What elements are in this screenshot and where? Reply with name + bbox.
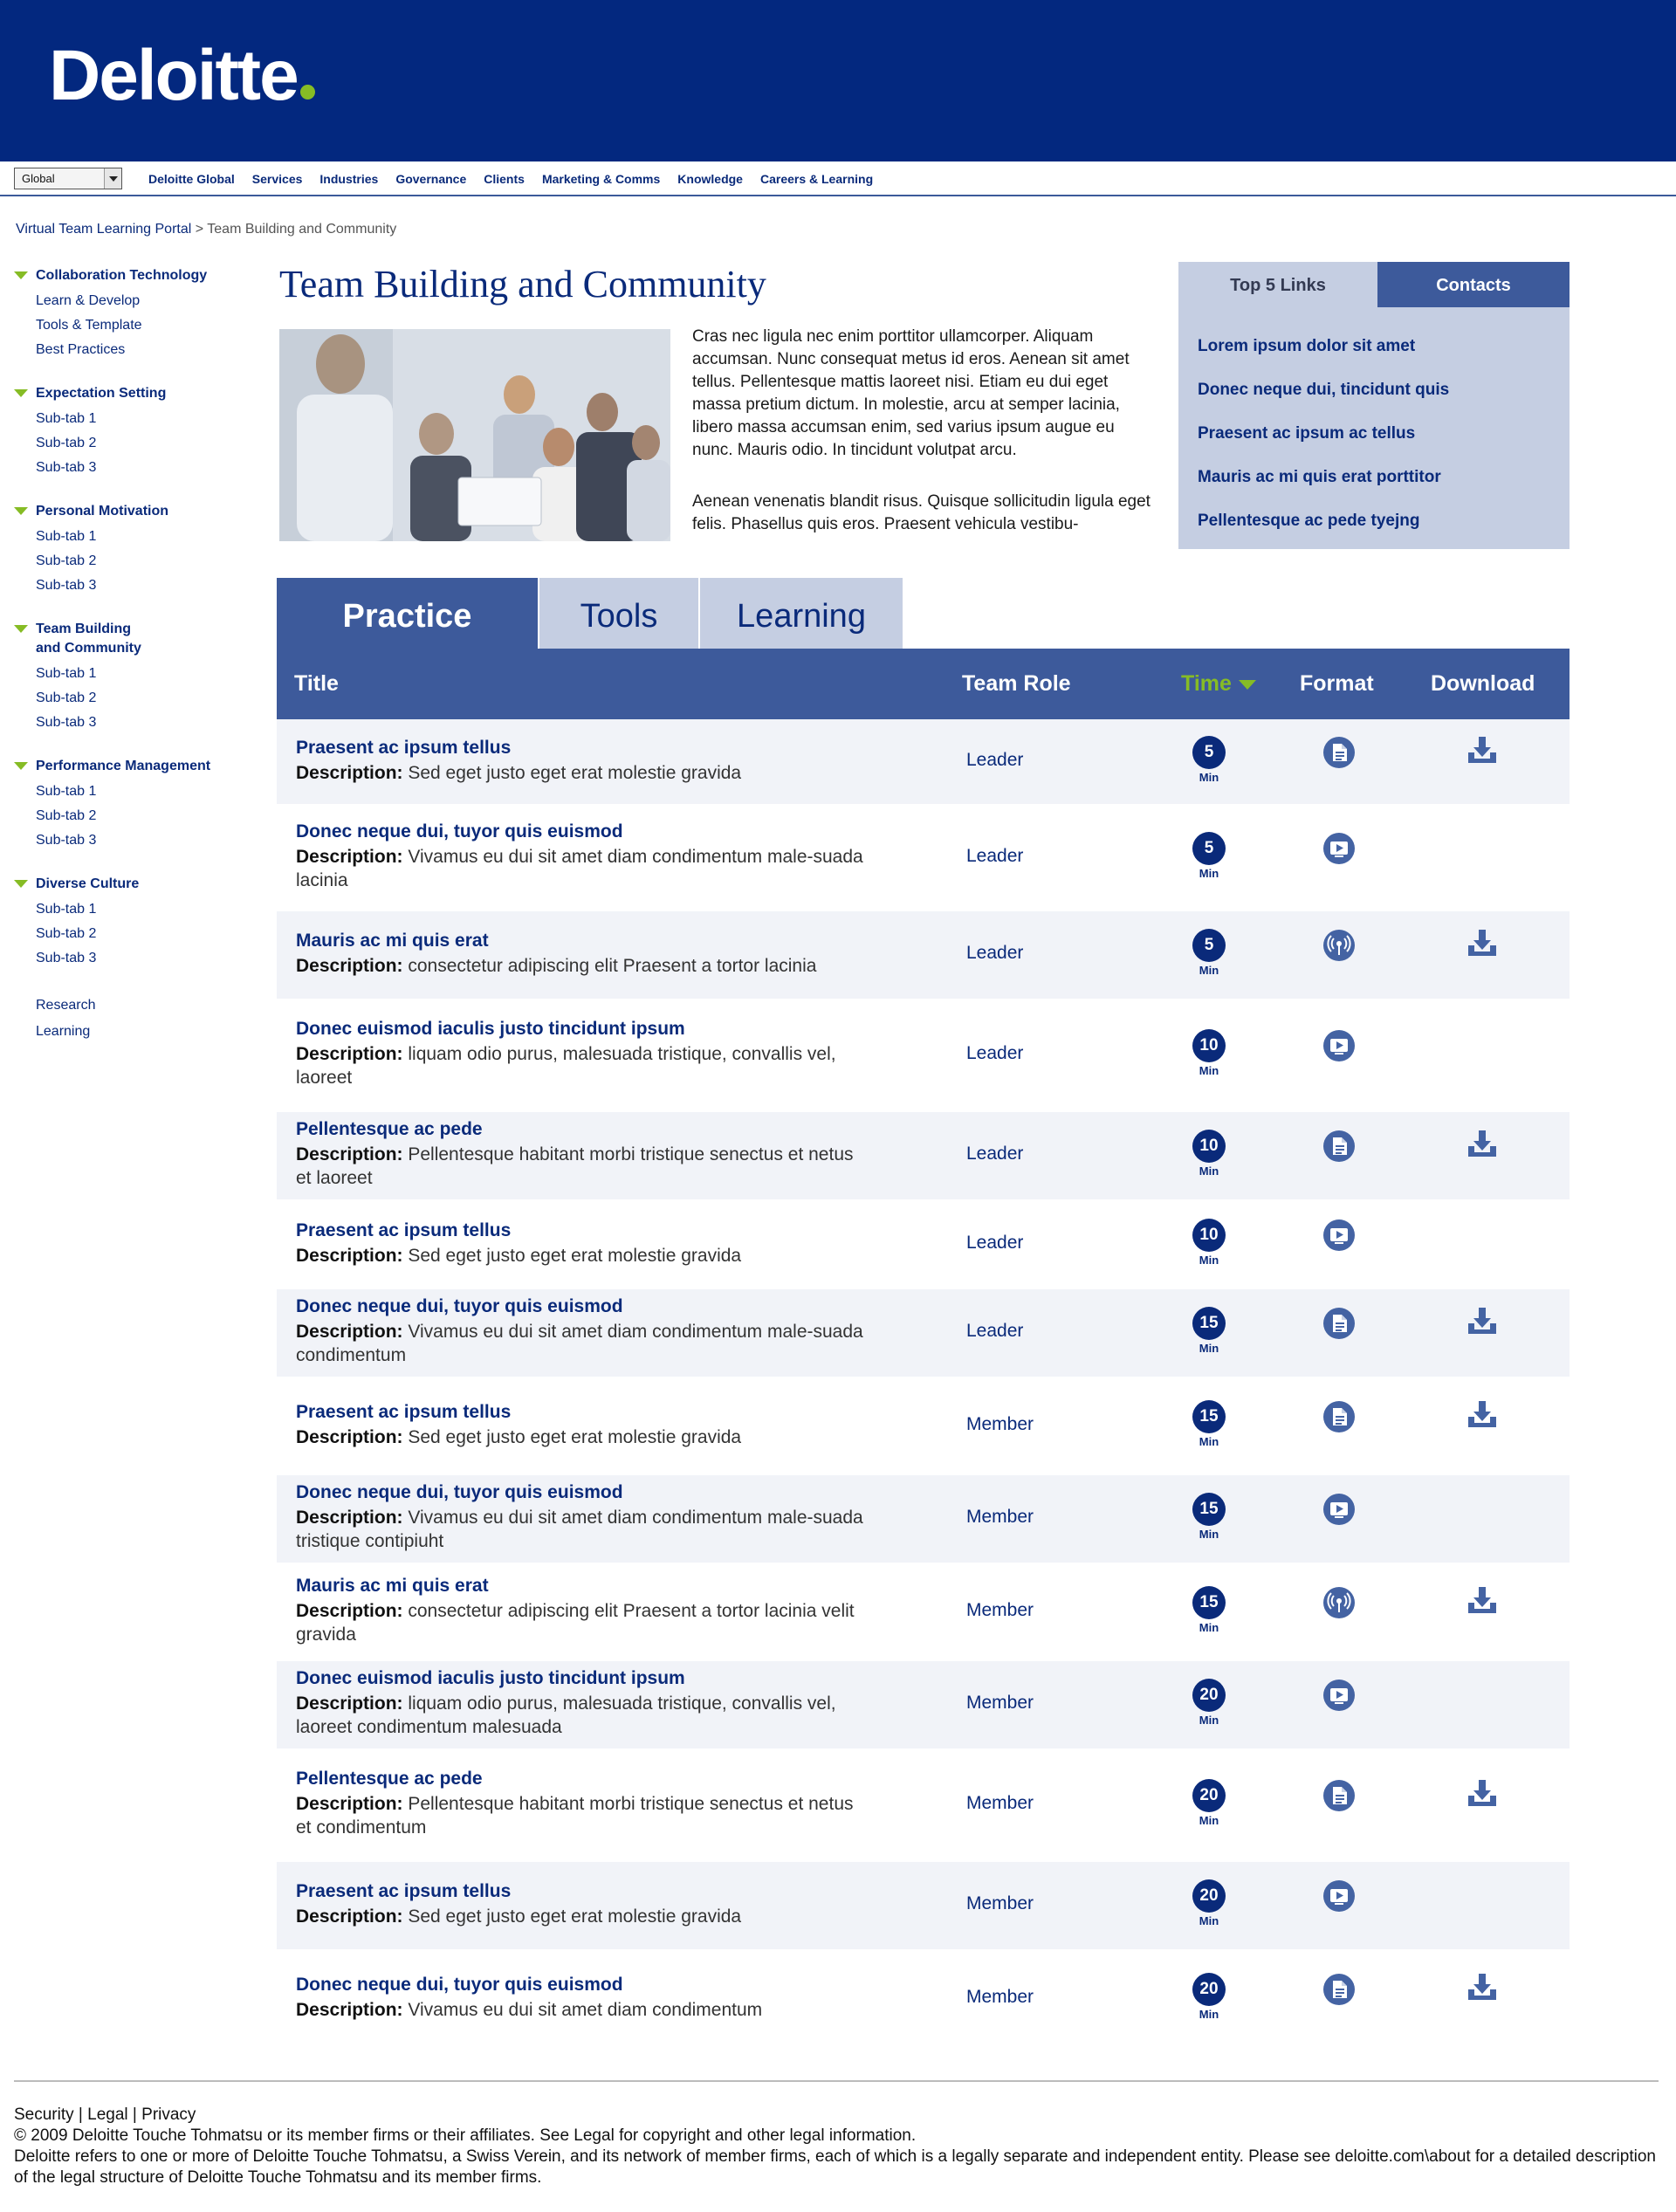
table-row	[277, 999, 1570, 1112]
duration-badge	[1192, 1400, 1226, 1448]
sidebar-group-heading[interactable]	[12, 502, 248, 521]
resource-title-link[interactable]: Donec euismod iaculis justo tincidunt ipsum	[296, 1668, 685, 1688]
table-row	[277, 1661, 1570, 1748]
duration-unit: Min	[1199, 1064, 1219, 1077]
document-format-icon[interactable]	[1322, 1129, 1357, 1164]
sidebar-nav	[12, 266, 248, 1045]
download-icon[interactable]	[1465, 926, 1500, 961]
table-row	[277, 911, 1570, 999]
duration-value: 20	[1192, 1879, 1226, 1913]
description-text: Vivamus eu dui sit amet diam condimentum	[408, 2000, 763, 2020]
duration-badge	[1192, 1779, 1226, 1827]
duration-value: 5	[1192, 929, 1226, 962]
table-header	[277, 649, 1570, 719]
duration-badge	[1192, 1307, 1226, 1355]
table-row	[277, 1289, 1570, 1377]
document-format-icon[interactable]	[1322, 1306, 1357, 1341]
intro-text	[692, 326, 1155, 544]
description-label: Description:	[296, 847, 403, 867]
nav-links	[148, 172, 890, 186]
resource-title-link[interactable]: Mauris ac mi quis erat	[296, 931, 489, 951]
sidebar-subitem[interactable]: Sub-tab 3	[36, 951, 97, 965]
sidebar-group-title: Expectation Setting	[36, 386, 167, 401]
download-icon[interactable]	[1465, 1127, 1500, 1162]
table-row	[277, 804, 1570, 911]
duration-unit: Min	[1199, 1914, 1219, 1927]
download-icon[interactable]	[1465, 1970, 1500, 2005]
sidebar-group-heading[interactable]	[12, 757, 248, 776]
sidebar-subitem[interactable]: Sub-tab 2	[36, 436, 97, 450]
duration-unit: Min	[1199, 1254, 1219, 1267]
resource-description	[296, 1506, 863, 1553]
footer-disclaimer: Deloitte refers to one or more of Deloitte Touche Tohmatsu, a Swiss Verein, and its network of member firms, each of which is a legally separate and independent entity. Please see deloitte.com\about for a detailed description of the legal structure of Deloitte Touche Tohmatsu and its member firms.	[14, 2147, 1656, 2187]
duration-unit: Min	[1199, 867, 1219, 880]
video-format-icon[interactable]	[1322, 1028, 1357, 1063]
sidebar-group	[12, 875, 248, 971]
nav-link-marketing-comms[interactable]: Marketing & Comms	[541, 172, 661, 186]
expanded-triangle-icon	[14, 389, 28, 397]
nav-link-governance[interactable]: Governance	[395, 172, 467, 186]
sidebar-subitem[interactable]: Sub-tab 1	[36, 902, 97, 917]
description-text: Sed eget justo eget erat molestie gravida	[408, 1906, 742, 1927]
description-text: liquam odio purus, malesuada tristique, convallis vel, laoreet condimentum malesuada	[296, 1693, 836, 1737]
sidebar-group-title: Diverse Culture	[36, 876, 140, 891]
expanded-triangle-icon	[14, 271, 28, 279]
team-role: Leader	[966, 1043, 1024, 1063]
resource-description	[296, 1143, 863, 1190]
breadcrumb-link-portal[interactable]: Virtual Team Learning Portal	[16, 222, 192, 237]
duration-badge	[1192, 929, 1226, 977]
resource-description	[296, 1042, 863, 1089]
duration-value: 20	[1192, 1973, 1226, 2006]
site-header	[0, 0, 1676, 161]
tab-tools[interactable]: Tools	[539, 578, 698, 649]
nav-link-knowledge[interactable]: Knowledge	[677, 172, 743, 186]
sidebar-group-title: Performance Management	[36, 759, 211, 773]
intro-paragraph-1: Cras nec ligula nec enim porttitor ullamcorper. Aliquam accumsan. Nunc consequat metus id eros. Aenean sit amet tellus. Pellentesque mattis laoreet nisi. Etiam eu dui eget massa pretium dictum. In molestie, arcu at semper lacinia, libero massa accumsan enim, sed varius ipsum augue eu nunc. Mauris odio. In tincidunt volutpat arcu.	[692, 327, 1130, 459]
nav-link-services[interactable]: Services	[251, 172, 303, 186]
column-header-download[interactable]: Download	[1431, 671, 1535, 696]
resource-description	[296, 1905, 863, 1928]
breadcrumb-separator: >	[195, 222, 204, 237]
sidebar-group-heading[interactable]	[12, 620, 248, 658]
table-row	[277, 1377, 1570, 1475]
resource-description	[296, 761, 863, 785]
audio-format-icon[interactable]	[1322, 928, 1357, 963]
table-row	[277, 1862, 1570, 1949]
sidebar-group	[12, 266, 248, 362]
description-label: Description:	[296, 1144, 403, 1164]
team-role: Member	[966, 1414, 1034, 1434]
links-panel-tabs	[1178, 262, 1570, 307]
sort-descending-icon	[1239, 680, 1256, 690]
duration-unit: Min	[1199, 771, 1219, 784]
footer-link-security[interactable]: Security	[14, 2106, 74, 2124]
team-role: Member	[966, 1987, 1034, 2007]
nav-link-deloitte-global[interactable]: Deloitte Global	[148, 172, 235, 186]
site-footer	[14, 2080, 1659, 2188]
table-row	[277, 1748, 1570, 1862]
description-label: Description:	[296, 1693, 403, 1714]
description-label: Description:	[296, 1044, 403, 1064]
column-header-format[interactable]: Format	[1300, 671, 1374, 696]
description-label: Description:	[296, 956, 403, 976]
description-label: Description:	[296, 1427, 403, 1447]
sidebar-link-research[interactable]: Research	[36, 998, 96, 1013]
description-label: Description:	[296, 1601, 403, 1621]
description-label: Description:	[296, 2000, 403, 2020]
duration-value: 15	[1192, 1400, 1226, 1433]
expanded-triangle-icon	[14, 507, 28, 515]
duration-unit: Min	[1199, 1714, 1219, 1727]
duration-badge	[1192, 1029, 1226, 1077]
video-format-icon[interactable]	[1322, 1218, 1357, 1253]
team-role: Leader	[966, 943, 1024, 963]
sidebar-subitem[interactable]: Sub-tab 3	[36, 578, 97, 593]
sidebar-group-heading[interactable]	[12, 875, 248, 894]
download-icon[interactable]	[1465, 1398, 1500, 1432]
duration-badge	[1192, 1493, 1226, 1541]
top-link[interactable]: Praesent ac ipsum ac tellus	[1198, 424, 1416, 443]
download-icon[interactable]	[1465, 733, 1500, 768]
duration-unit: Min	[1199, 1621, 1219, 1634]
resource-description	[296, 845, 863, 892]
description-text: Vivamus eu dui sit amet diam condimentum male-suada lacinia	[296, 847, 863, 890]
sidebar-group	[12, 384, 248, 480]
resource-description	[296, 1320, 863, 1367]
resource-title-link[interactable]: Donec neque dui, tuyor quis euismod	[296, 1296, 623, 1316]
sidebar-group	[12, 502, 248, 598]
team-role: Member	[966, 1507, 1034, 1527]
page-title: Team Building and Community	[279, 263, 766, 306]
table-row	[277, 1475, 1570, 1563]
top-navigation	[0, 161, 1676, 196]
duration-value: 20	[1192, 1779, 1226, 1812]
sidebar-subitem[interactable]: Sub-tab 2	[36, 553, 97, 568]
sidebar-subitem[interactable]: Sub-tab 2	[36, 926, 97, 941]
description-text: Sed eget justo eget erat molestie gravida	[408, 763, 742, 783]
resource-title-link[interactable]: Praesent ac ipsum tellus	[296, 738, 512, 758]
download-icon[interactable]	[1465, 1776, 1500, 1811]
audio-format-icon[interactable]	[1322, 1585, 1357, 1620]
sidebar-subitem[interactable]: Sub-tab 1	[36, 529, 97, 544]
resource-description	[296, 1244, 863, 1267]
duration-unit: Min	[1199, 1814, 1219, 1827]
duration-value: 5	[1192, 736, 1226, 769]
breadcrumb	[16, 222, 396, 237]
duration-unit: Min	[1199, 1164, 1219, 1178]
sidebar-subitem[interactable]: Best Practices	[36, 342, 126, 357]
team-role: Member	[966, 1693, 1034, 1713]
duration-unit: Min	[1199, 2008, 1219, 2021]
document-format-icon[interactable]	[1322, 735, 1357, 770]
top-link[interactable]: Pellentesque ac pede tyejng	[1198, 512, 1420, 530]
duration-value: 10	[1192, 1130, 1226, 1163]
region-select[interactable]	[14, 168, 122, 189]
table-row	[277, 1563, 1570, 1661]
team-photo	[279, 329, 670, 541]
resource-title-link[interactable]: Mauris ac mi quis erat	[296, 1576, 489, 1596]
resource-title-link[interactable]: Praesent ac ipsum tellus	[296, 1220, 512, 1240]
footer-links: Security | Legal | Privacy	[14, 2106, 196, 2124]
column-header-title[interactable]: Title	[294, 671, 339, 696]
deloitte-logo[interactable]: Deloitte	[49, 40, 315, 112]
expanded-triangle-icon	[14, 880, 28, 888]
top-link[interactable]: Donec neque dui, tincidunt quis	[1198, 381, 1450, 399]
description-text: Sed eget justo eget erat molestie gravida	[408, 1246, 742, 1266]
sidebar-subitem[interactable]: Sub-tab 1	[36, 784, 97, 799]
duration-badge	[1192, 1973, 1226, 2021]
nav-link-industries[interactable]: Industries	[319, 172, 379, 186]
nav-link-clients[interactable]: Clients	[484, 172, 525, 186]
duration-value: 15	[1192, 1493, 1226, 1526]
sidebar-group	[12, 757, 248, 853]
top-links-list	[1178, 307, 1570, 560]
video-format-icon[interactable]	[1322, 1678, 1357, 1713]
sidebar-subitem[interactable]: Sub-tab 2	[36, 690, 97, 705]
top-link[interactable]: Lorem ipsum dolor sit amet	[1198, 337, 1416, 355]
team-role: Leader	[966, 1144, 1024, 1164]
sidebar-group-title: Personal Motivation	[36, 504, 169, 519]
tab-learning[interactable]: Learning	[700, 578, 903, 649]
description-text: Sed eget justo eget erat molestie gravida	[408, 1427, 742, 1447]
sidebar-subitem[interactable]: Sub-tab 1	[36, 411, 97, 426]
resource-title-link[interactable]: Praesent ac ipsum tellus	[296, 1402, 512, 1422]
sidebar-link-learning[interactable]: Learning	[36, 1024, 91, 1039]
duration-badge	[1192, 736, 1226, 784]
video-format-icon[interactable]	[1322, 831, 1357, 866]
table-row	[277, 719, 1570, 804]
description-text: liquam odio purus, malesuada tristique, convallis vel, laoreet	[296, 1044, 836, 1088]
breadcrumb-current: Team Building and Community	[207, 222, 397, 237]
resource-description	[296, 1998, 863, 2022]
table-row	[277, 1112, 1570, 1199]
top-link[interactable]: Mauris ac mi quis erat porttitor	[1198, 468, 1441, 486]
team-role: Member	[966, 1893, 1034, 1913]
resource-title-link[interactable]: Donec neque dui, tuyor quis euismod	[296, 1975, 623, 1995]
content-tabs	[277, 578, 904, 649]
region-select-value: Global	[22, 172, 55, 185]
column-header-team-role[interactable]: Team Role	[962, 671, 1071, 696]
footer-link-legal[interactable]: Legal	[87, 2106, 128, 2124]
resource-title-link[interactable]: Donec neque dui, tuyor quis euismod	[296, 1482, 623, 1502]
sidebar-extra-links	[12, 993, 248, 1045]
sidebar-subitem[interactable]: Sub-tab 2	[36, 808, 97, 823]
footer-link-privacy[interactable]: Privacy	[141, 2106, 196, 2124]
tab-top-5-links[interactable]: Top 5 Links	[1178, 262, 1377, 307]
duration-value: 20	[1192, 1679, 1226, 1712]
resource-title-link[interactable]: Pellentesque ac pede	[296, 1119, 483, 1139]
logo-dot	[300, 85, 315, 100]
document-format-icon[interactable]	[1322, 1399, 1357, 1434]
document-format-icon[interactable]	[1322, 1972, 1357, 2007]
table-row	[277, 1199, 1570, 1289]
sidebar-group-title-line-2: and Community	[36, 641, 141, 656]
description-label: Description:	[296, 1794, 403, 1814]
expanded-triangle-icon	[14, 762, 28, 770]
resources-table	[277, 649, 1570, 2048]
description-text: consectetur adipiscing elit Praesent a tortor lacinia velit gravida	[296, 1601, 855, 1645]
description-label: Description:	[296, 1246, 403, 1266]
description-text: Pellentesque habitant morbi tristique senectus et netus et laoreet	[296, 1144, 854, 1188]
tab-contacts[interactable]: Contacts	[1377, 262, 1570, 307]
document-format-icon[interactable]	[1322, 1778, 1357, 1813]
expanded-triangle-icon	[14, 625, 28, 633]
description-text: consectetur adipiscing elit Praesent a tortor lacinia	[408, 956, 817, 976]
duration-value: 5	[1192, 832, 1226, 865]
download-icon[interactable]	[1465, 1583, 1500, 1618]
sidebar-group-title: Collaboration Technology	[36, 268, 208, 283]
duration-value: 15	[1192, 1307, 1226, 1340]
sidebar-subitem[interactable]: Sub-tab 3	[36, 833, 97, 848]
duration-badge	[1192, 1679, 1226, 1727]
table-body	[277, 719, 1570, 2048]
resource-description	[296, 1599, 863, 1646]
sidebar-subitem[interactable]: Sub-tab 1	[36, 666, 97, 681]
team-role: Leader	[966, 1233, 1024, 1253]
team-role: Leader	[966, 1321, 1024, 1341]
duration-badge	[1192, 832, 1226, 880]
footer-copyright: © 2009 Deloitte Touche Tohmatsu or its member firms or their affiliates. See Legal for copyright and other legal information.	[14, 2126, 917, 2145]
duration-value: 15	[1192, 1586, 1226, 1619]
duration-badge	[1192, 1586, 1226, 1634]
sidebar-group	[12, 620, 248, 735]
duration-badge	[1192, 1879, 1226, 1927]
resource-description	[296, 954, 863, 978]
sidebar-subitem[interactable]: Sub-tab 3	[36, 460, 97, 475]
description-text: Vivamus eu dui sit amet diam condimentum male-suada tristique contipiuht	[296, 1508, 863, 1551]
team-role: Member	[966, 1600, 1034, 1620]
top-links-panel	[1178, 262, 1570, 549]
description-label: Description:	[296, 1508, 403, 1528]
video-format-icon[interactable]	[1322, 1492, 1357, 1527]
team-role: Leader	[966, 846, 1024, 866]
duration-unit: Min	[1199, 1342, 1219, 1355]
column-header-time-label: Time	[1181, 671, 1232, 696]
video-format-icon[interactable]	[1322, 1879, 1357, 1913]
sidebar-group-title-line-1: Team Building	[36, 622, 132, 636]
description-label: Description:	[296, 763, 403, 783]
duration-value: 10	[1192, 1219, 1226, 1252]
duration-badge	[1192, 1219, 1226, 1267]
resource-title-link[interactable]: Donec neque dui, tuyor quis euismod	[296, 821, 623, 842]
sidebar-group-heading[interactable]	[12, 384, 248, 403]
resource-description	[296, 1425, 863, 1449]
duration-value: 10	[1192, 1029, 1226, 1062]
description-label: Description:	[296, 1322, 403, 1342]
sidebar-subitem[interactable]: Learn & Develop	[36, 293, 141, 308]
sidebar-subitem[interactable]: Tools & Template	[36, 318, 142, 333]
table-row	[277, 1949, 1570, 2048]
duration-unit: Min	[1199, 1435, 1219, 1448]
team-role: Leader	[966, 750, 1024, 770]
chevron-down-icon[interactable]	[104, 168, 121, 189]
resource-title-link[interactable]: Donec euismod iaculis justo tincidunt ipsum	[296, 1019, 685, 1039]
intro-paragraph-2: Aenean venenatis blandit risus. Quisque sollicitudin ligula eget felis. Phasellus quis eros. Praesent vehicula vestibu-	[692, 492, 1151, 533]
duration-badge	[1192, 1130, 1226, 1178]
download-icon[interactable]	[1465, 1304, 1500, 1339]
tab-practice[interactable]: Practice	[277, 578, 538, 649]
description-text: Vivamus eu dui sit amet diam condimentum male-suada condimentum	[296, 1322, 863, 1365]
resource-description	[296, 1692, 863, 1739]
resource-title-link[interactable]: Praesent ac ipsum tellus	[296, 1881, 512, 1901]
sidebar-group-heading[interactable]	[12, 266, 248, 285]
resource-title-link[interactable]: Pellentesque ac pede	[296, 1769, 483, 1789]
team-role: Member	[966, 1793, 1034, 1813]
duration-unit: Min	[1199, 1528, 1219, 1541]
sidebar-subitem[interactable]: Sub-tab 3	[36, 715, 97, 730]
duration-unit: Min	[1199, 964, 1219, 977]
description-label: Description:	[296, 1906, 403, 1927]
column-header-time[interactable]	[1181, 649, 1256, 719]
resource-description	[296, 1792, 863, 1839]
description-text: Pellentesque habitant morbi tristique senectus et netus et condimentum	[296, 1794, 854, 1838]
nav-link-careers-learning[interactable]: Careers & Learning	[759, 172, 874, 186]
